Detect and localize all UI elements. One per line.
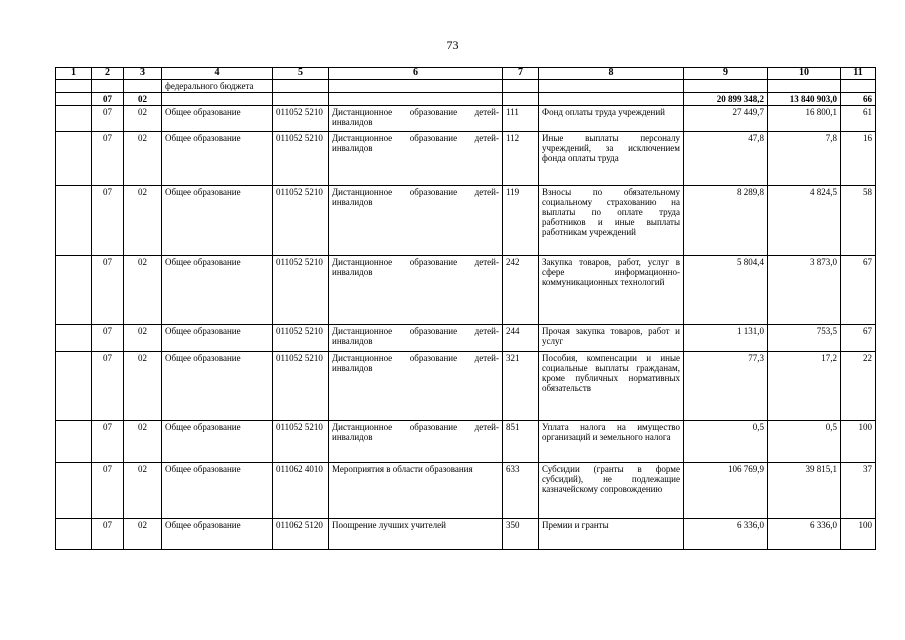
column-header: 3: [124, 68, 162, 80]
expense-name: Общее образование: [162, 463, 273, 519]
expense-type-name: Фонд оплаты труда учреждений: [539, 106, 684, 132]
section-code: 07: [92, 132, 124, 186]
column-header: 8: [539, 68, 684, 80]
target-article-code: 011052 5210: [273, 325, 329, 352]
section-code: 07: [92, 421, 124, 463]
actual-amount: 39 815,1: [768, 463, 841, 519]
subsection-code: 02: [124, 93, 162, 106]
event-name: Поощрение лучших учителей: [329, 519, 503, 550]
column-header: 10: [768, 68, 841, 80]
percent-value: 100: [841, 421, 876, 463]
section-code: 07: [92, 93, 124, 106]
event-name: Дистанционное образование детей-инвалидов: [329, 106, 503, 132]
target-article-code: 011052 5210: [273, 421, 329, 463]
column-header: 6: [329, 68, 503, 80]
table-row: [56, 421, 876, 463]
expense-type-code: 851: [503, 421, 539, 463]
table-row: [56, 132, 876, 186]
subsection-code: 02: [124, 256, 162, 325]
expense-type-code: 119: [503, 186, 539, 256]
empty-cell: [56, 256, 92, 325]
percent-value: 16: [841, 132, 876, 186]
event-name: Мероприятия в области образования: [329, 463, 503, 519]
expense-name: Общее образование: [162, 352, 273, 421]
percent-value: 67: [841, 325, 876, 352]
table-row: [56, 256, 876, 325]
table-row: [56, 186, 876, 256]
plan-amount: 8 289,8: [684, 186, 768, 256]
table-row: [56, 352, 876, 421]
column-header: 7: [503, 68, 539, 80]
expense-name: Общее образование: [162, 519, 273, 550]
subsection-code: 02: [124, 519, 162, 550]
expense-type-code: 111: [503, 106, 539, 132]
table-row: [56, 106, 876, 132]
expense-type-code: 321: [503, 352, 539, 421]
plan-amount: 106 769,9: [684, 463, 768, 519]
plan-amount: 47,8: [684, 132, 768, 186]
expense-type-name: Пособия, компенсации и иные социальные выплаты гражданам, кроме публичных нормативных обязательств: [539, 352, 684, 421]
percent-value: 22: [841, 352, 876, 421]
target-article-code: 011062 4010: [273, 463, 329, 519]
actual-amount: 3 873,0: [768, 256, 841, 325]
column-header: 2: [92, 68, 124, 80]
column-header: 1: [56, 68, 92, 80]
subsection-code: 02: [124, 325, 162, 352]
expense-type-name: Взносы по обязательному социальному страхованию на выплаты по оплате труда работников и иные выплаты работникам учреждений: [539, 186, 684, 256]
plan-amount: 27 449,7: [684, 106, 768, 132]
subsection-code: 02: [124, 463, 162, 519]
table-row: [56, 519, 876, 550]
column-header: 4: [162, 68, 273, 80]
expense-type-code: 242: [503, 256, 539, 325]
section-code: 07: [92, 186, 124, 256]
section-code: 07: [92, 256, 124, 325]
column-header: 9: [684, 68, 768, 80]
expense-type-name: Иные выплаты персоналу учреждений, за исключением фонда оплаты труда: [539, 132, 684, 186]
actual-amount: 6 336,0: [768, 519, 841, 550]
expense-name: Общее образование: [162, 256, 273, 325]
plan-amount: 20 899 348,2: [684, 93, 768, 106]
event-name: Дистанционное образование детей-инвалидов: [329, 352, 503, 421]
empty-cell: [56, 352, 92, 421]
expense-name: Общее образование: [162, 186, 273, 256]
expense-name: Общее образование: [162, 132, 273, 186]
expense-type-code: 112: [503, 132, 539, 186]
target-article-code: 011052 5210: [273, 132, 329, 186]
expense-type-name: Уплата налога на имущество организаций и земельного налога: [539, 421, 684, 463]
empty-cell: [56, 421, 92, 463]
empty-cell: [56, 132, 92, 186]
expense-type-name: Субсидии (гранты в форме субсидий), не подлежащие казначейскому сопровождению: [539, 463, 684, 519]
subsection-code: 02: [124, 106, 162, 132]
subsection-code: 02: [124, 186, 162, 256]
actual-amount: 0,5: [768, 421, 841, 463]
expense-name: Общее образование: [162, 421, 273, 463]
subsection-code: 02: [124, 132, 162, 186]
plan-amount: 77,3: [684, 352, 768, 421]
section-code: 07: [92, 463, 124, 519]
table-row: [56, 463, 876, 519]
actual-amount: 7,8: [768, 132, 841, 186]
event-name: Дистанционное образование детей-инвалидов: [329, 325, 503, 352]
section-code: 07: [92, 352, 124, 421]
actual-amount: 16 800,1: [768, 106, 841, 132]
plan-amount: 1 131,0: [684, 325, 768, 352]
table-row: [56, 325, 876, 352]
subsection-code: 02: [124, 421, 162, 463]
actual-amount: 17,2: [768, 352, 841, 421]
section-code: 07: [92, 325, 124, 352]
expense-type-code: 350: [503, 519, 539, 550]
target-article-code: 011052 5210: [273, 106, 329, 132]
actual-amount: 753,5: [768, 325, 841, 352]
empty-cell: [56, 463, 92, 519]
percent-value: 58: [841, 186, 876, 256]
section-code: 07: [92, 106, 124, 132]
event-name: Дистанционное образование детей-инвалидов: [329, 256, 503, 325]
continuation-row: [56, 80, 876, 93]
event-name: Дистанционное образование детей-инвалидов: [329, 132, 503, 186]
plan-amount: 6 336,0: [684, 519, 768, 550]
subtotal-row: [56, 93, 876, 106]
percent-value: 61: [841, 106, 876, 132]
empty-cell: [56, 325, 92, 352]
actual-amount: 4 824,5: [768, 186, 841, 256]
section-code: 07: [92, 519, 124, 550]
expense-name: Общее образование: [162, 106, 273, 132]
subsection-code: 02: [124, 352, 162, 421]
event-name: Дистанционное образование детей-инвалидов: [329, 186, 503, 256]
column-header: 5: [273, 68, 329, 80]
percent-value: 100: [841, 519, 876, 550]
budget-table: [55, 67, 876, 550]
expense-type-name: Премии и гранты: [539, 519, 684, 550]
event-name: Дистанционное образование детей-инвалидов: [329, 421, 503, 463]
empty-cell: [56, 106, 92, 132]
target-article-code: 011052 5210: [273, 256, 329, 325]
percent-value: 37: [841, 463, 876, 519]
empty-cell: [56, 519, 92, 550]
column-header: 11: [841, 68, 876, 80]
expense-type-name: Прочая закупка товаров, работ и услуг: [539, 325, 684, 352]
expense-type-code: 244: [503, 325, 539, 352]
page-number: 73: [446, 38, 459, 52]
target-article-code: 011052 5210: [273, 186, 329, 256]
header-row: [56, 68, 876, 80]
target-article-code: 011052 5210: [273, 352, 329, 421]
expense-name: Общее образование: [162, 325, 273, 352]
expense-type-name: Закупка товаров, работ, услуг в сфере информационно-коммуникационных технологий: [539, 256, 684, 325]
target-article-code: 011062 5120: [273, 519, 329, 550]
continuation-text: федерального бюджета: [162, 80, 273, 93]
percent-value: 67: [841, 256, 876, 325]
actual-amount: 13 840 903,0: [768, 93, 841, 106]
plan-amount: 0,5: [684, 421, 768, 463]
plan-amount: 5 804,4: [684, 256, 768, 325]
expense-type-code: 633: [503, 463, 539, 519]
percent-value: 66: [841, 93, 876, 106]
empty-cell: [56, 186, 92, 256]
